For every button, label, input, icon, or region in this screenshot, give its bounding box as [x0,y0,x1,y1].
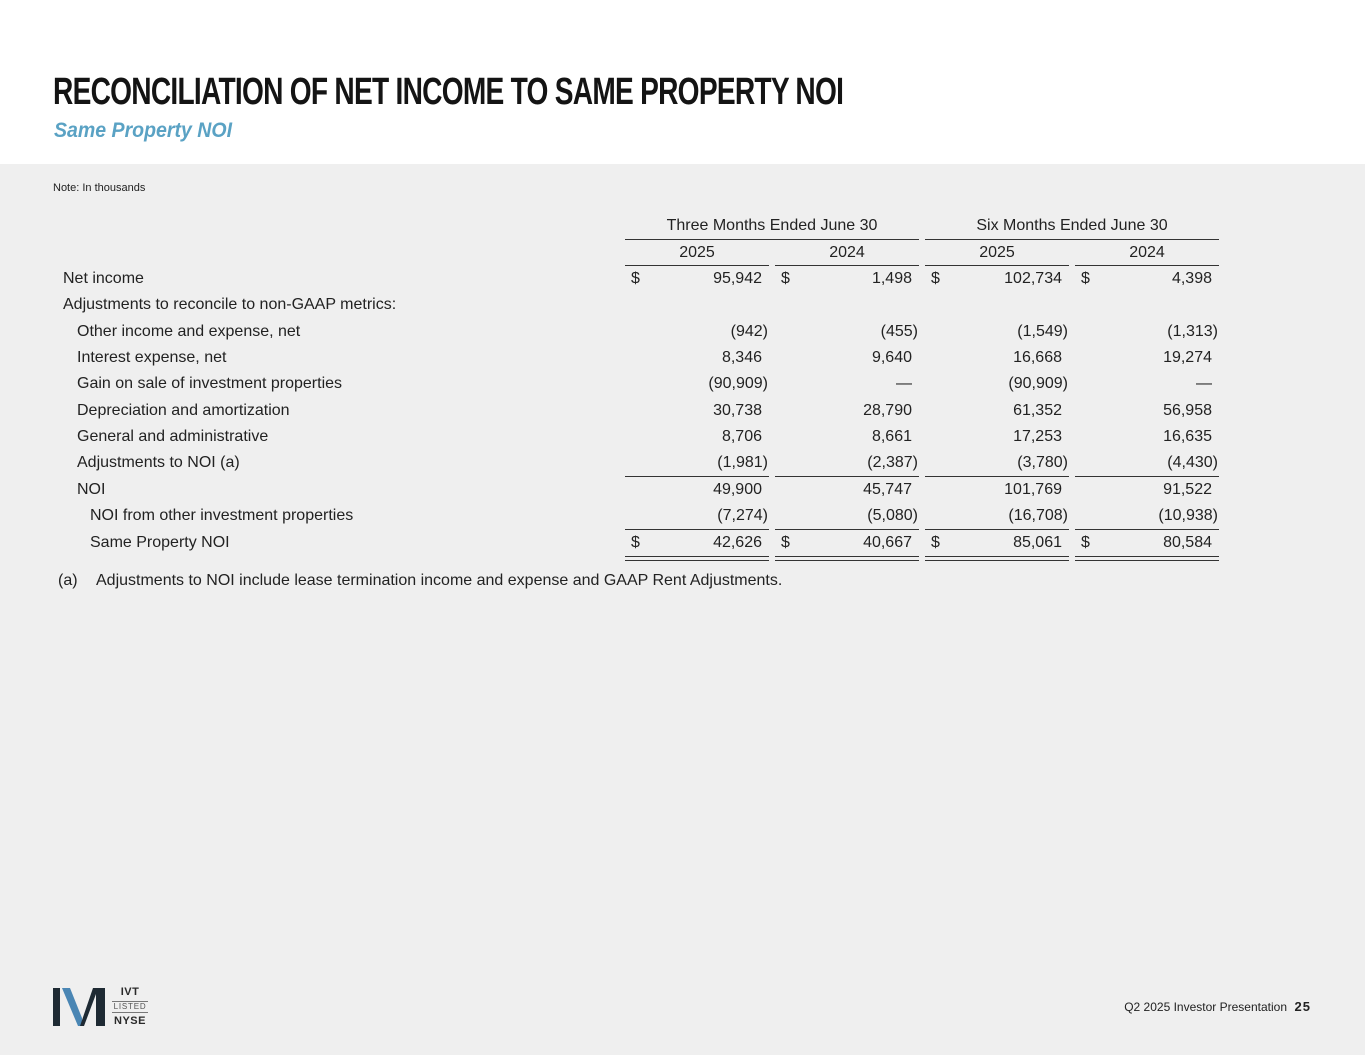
logo-text [112,986,148,1028]
period-header-three-months: Three Months Ended June 30 [666,217,878,234]
value-cell: — [896,375,912,392]
value-cell: (7,274) [717,507,768,524]
year-header: 2025 [679,244,715,261]
row-label: Same Property NOI [90,534,230,551]
row-label: Interest expense, net [77,349,227,366]
table-row [0,319,1365,345]
year-header: 2024 [829,244,865,261]
currency-symbol: $ [631,270,640,287]
page-title: RECONCILIATION OF NET INCOME TO SAME PROPERTY NOI [53,71,844,113]
value-cell: (90,909) [708,375,768,392]
value-cell: (10,938) [1158,507,1218,524]
value-cell: (1,313) [1167,323,1218,340]
footnote [58,570,782,592]
value-cell: 1,498 [871,270,912,287]
currency-symbol: $ [781,534,790,551]
value-cell: 101,769 [1004,481,1062,498]
value-cell: 45,747 [863,481,912,498]
page-number: 25 [1294,999,1311,1014]
currency-symbol: $ [631,534,640,551]
table-row [0,371,1365,397]
value-cell: (1,549) [1017,323,1068,340]
value-cell: (1,981) [717,454,768,471]
value-cell: — [1196,375,1212,392]
total-double-rule [1075,556,1219,561]
page-subtitle: Same Property NOI [54,119,233,142]
footnote-text: Adjustments to NOI include lease termination income and expense and GAAP Rent Adjustments. [96,572,783,589]
value-cell: 16,668 [1013,349,1062,366]
value-cell: 95,942 [713,270,762,287]
note: Note: In thousands [53,182,146,194]
period-header-six-months: Six Months Ended June 30 [976,217,1168,234]
currency-symbol: $ [931,534,940,551]
row-label: Gain on sale of investment properties [77,375,343,392]
table-row [0,266,1365,292]
value-cell: 8,346 [721,349,762,366]
value-cell: 4,398 [1171,270,1212,287]
value-cell: 40,667 [863,534,912,551]
value-cell: 28,790 [863,402,912,419]
value-cell: 49,900 [713,481,762,498]
currency-symbol: $ [931,270,940,287]
logo-exchange: NYSE [114,1015,146,1027]
table-row [0,345,1365,371]
period-rule [925,239,1219,240]
value-cell: 8,661 [871,428,912,445]
table-row [0,424,1365,450]
value-cell: 61,352 [1013,402,1062,419]
value-cell: 9,640 [871,349,912,366]
value-cell: (3,780) [1017,454,1068,471]
period-rule [625,239,919,240]
value-cell: (2,387) [867,454,918,471]
value-cell: (90,909) [1008,375,1068,392]
table-row [0,477,1365,503]
value-cell: (5,080) [867,507,918,524]
value-cell: 19,274 [1163,349,1212,366]
value-cell: 91,522 [1163,481,1212,498]
footer-presentation-title: Q2 2025 Investor Presentation [1124,1000,1287,1014]
row-label: General and administrative [77,428,269,445]
currency-symbol: $ [1081,270,1090,287]
row-label: Net income [63,270,144,287]
row-label: NOI from other investment properties [90,507,354,524]
value-cell: 8,706 [721,428,762,445]
row-label: NOI [77,481,106,498]
row-label: Adjustments to reconcile to non-GAAP metrics: [63,296,397,313]
value-cell: (16,708) [1008,507,1068,524]
logo-ticker: IVT [120,986,140,998]
row-label: Other income and expense, net [77,323,301,340]
value-cell: 80,584 [1163,534,1212,551]
year-header: 2024 [1129,244,1165,261]
total-double-rule [775,556,919,561]
value-cell: 42,626 [713,534,762,551]
value-cell: 16,635 [1163,428,1212,445]
year-header: 2025 [979,244,1015,261]
logo-listed: LISTED [113,1002,147,1011]
table-row [0,398,1365,424]
table-row [0,503,1365,529]
value-cell: 17,253 [1013,428,1062,445]
row-label: Adjustments to NOI (a) [77,454,240,471]
currency-symbol: $ [1081,534,1090,551]
value-cell: (942) [730,323,768,340]
value-cell: 30,738 [713,402,762,419]
value-cell: 56,958 [1163,402,1212,419]
value-cell: 85,061 [1013,534,1062,551]
currency-symbol: $ [781,270,790,287]
row-label: Depreciation and amortization [77,402,290,419]
value-cell: (455) [880,323,918,340]
table-row [0,292,1365,318]
value-cell: 102,734 [1004,270,1062,287]
total-double-rule [625,556,769,561]
table-row [0,450,1365,476]
table-row [0,530,1365,556]
value-cell: (4,430) [1167,454,1218,471]
total-double-rule [925,556,1069,561]
footnote-mark: (a) [58,572,78,589]
